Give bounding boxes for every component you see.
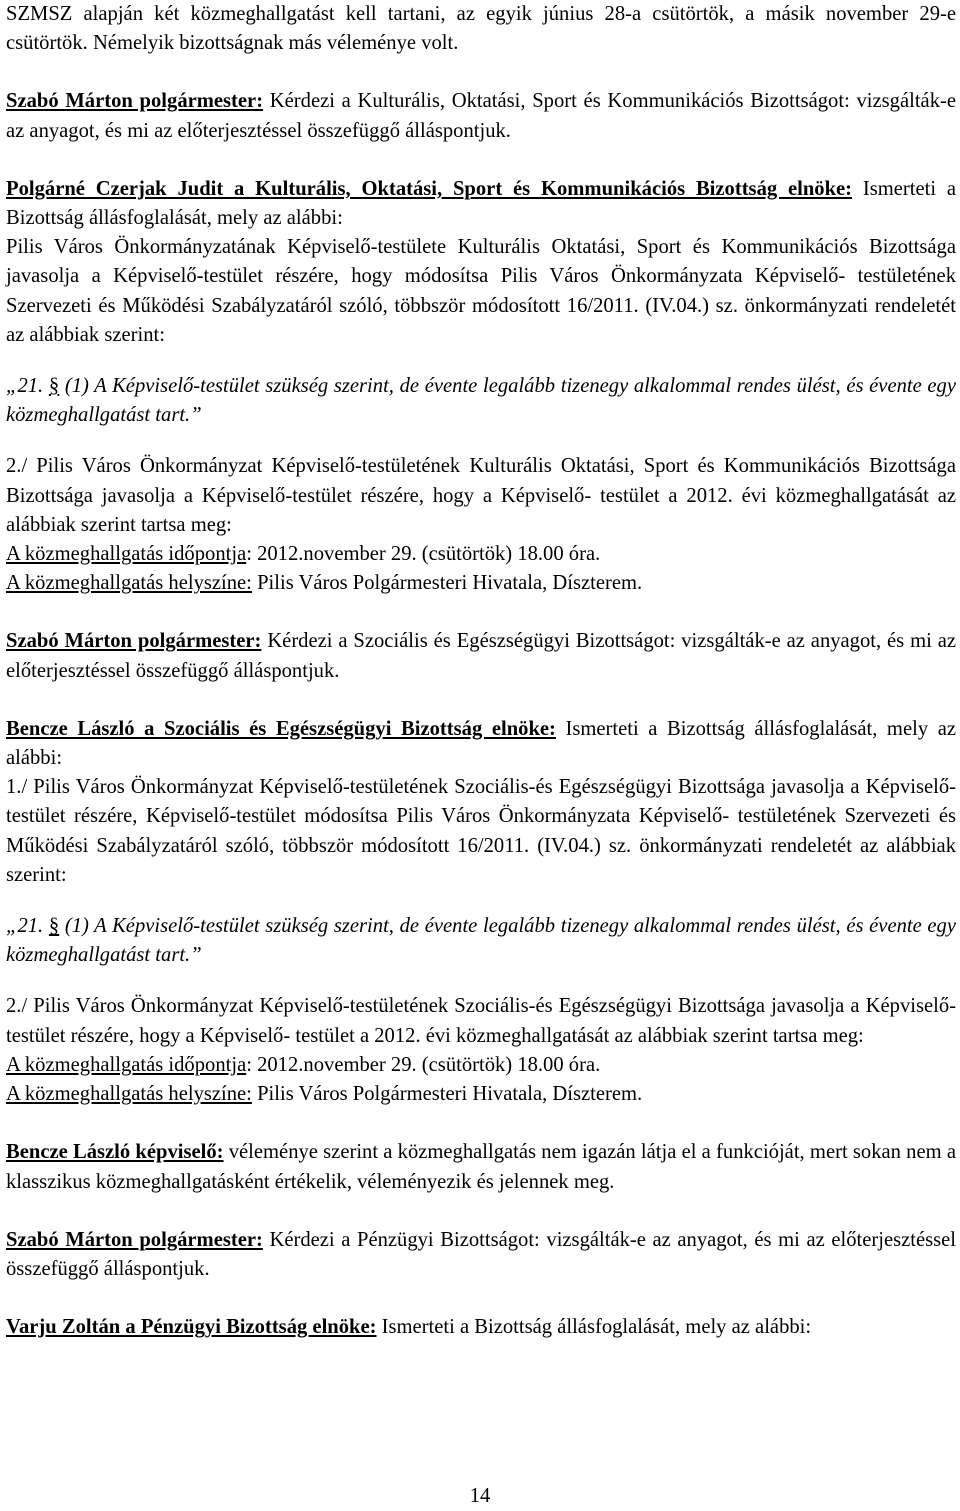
speaker-name: Varju Zoltán a Pénzügyi Bizottság elnöke: <box>6 1316 377 1339</box>
place-label: A közmeghallgatás helyszíne: <box>6 1083 252 1106</box>
section-sign: § <box>48 375 60 398</box>
time-label: A közmeghallgatás időpontja <box>6 543 247 566</box>
quote-text: (1) A Képviselő-testület szükség szerint, de évente legalább tizenegy alkalommal rendes ülést, és évente egy közmeghallgatást tart.” <box>6 375 956 427</box>
speaker-text: Ismerteti a Bizottság állásfoglalását, mely az alábbi: <box>376 1316 812 1339</box>
page-number: 14 <box>469 1485 491 1507</box>
szocialis-hearing-place <box>6 1080 956 1109</box>
szocialis-hearing-time <box>6 1051 956 1080</box>
speaker-name: Szabó Márton polgármester: <box>6 630 262 653</box>
speaker-name: Bencze László a Szociális és Egészségügyi Bizottság elnöke: <box>6 717 556 740</box>
mayor-question-kulturalis <box>6 87 956 145</box>
time-value: : 2012.november 29. (csütörtök) 18.00 óra. <box>246 543 601 566</box>
mayor-question-penzugyi <box>6 1226 956 1284</box>
intro-paragraph: SZMSZ alapján két közmeghallgatást kell tartani, az egyik június 28-a csütörtök, a másik november 29-e csütörtök. Némelyik bizottságnak más véleménye volt. <box>6 3 956 55</box>
kulturalis-resolution-body: Pilis Város Önkormányzatának Képviselő-testülete Kulturális Oktatási, Sport és Kommunikációs Bizottsága javasolja a Képviselő-testület részére, hogy módosítsa Pilis Város Önkormányzata Képviselő- testületének Szervezeti és Működési Szabályzatáról szóló, többször módosított 16/2011. (IV.04.) sz. önkormányzati rendeletét az alábbiak szerint: <box>6 236 956 346</box>
quote-lead: „21. <box>6 375 44 398</box>
time-label: A közmeghallgatás időpontja <box>6 1053 247 1076</box>
place-label: A közmeghallgatás helyszíne: <box>6 572 252 595</box>
speaker-text: véleménye szerint a közmeghallgatás nem igazán látja el a funkcióját, mert sokan nem a klasszikus közmeghallgatásként értékelik, véleményezik és jelennek meg. <box>6 1141 956 1193</box>
szocialis-item-1: 1./ Pilis Város Önkormányzat Képviselő-testületének Szociális-és Egészségügyi Bizottsága javasolja a Képviselő-testület részére, Képviselő-testület módosítsa Pilis Város Önkormányzata Képviselő- testületének Szervezeti és Működési Szabályzatáról szóló, többször módosított 16/2011. (IV.04.) sz. önkormányzati rendeletét az alábbiak szerint: <box>6 776 956 886</box>
bencze-opinion <box>6 1138 956 1196</box>
place-value: Pilis Város Polgármesteri Hivatala, Díszterem. <box>251 572 643 595</box>
place-value: Pilis Város Polgármesteri Hivatala, Díszterem. <box>251 1083 643 1106</box>
speaker-name: Polgárné Czerjak Judit a Kulturális, Oktatási, Sport és Kommunikációs Bizottság elnöke: <box>6 177 853 200</box>
kulturalis-chair-statement <box>6 175 956 233</box>
kulturalis-hearing-time <box>6 540 956 569</box>
speaker-text: Kérdezi a Kulturális, Oktatási, Sport és Kommunikációs Bizottságot: vizsgálták-e az anyagot, és mi az előterjesztéssel összefüggő álláspontjuk. <box>6 90 956 142</box>
speaker-text: Ismerteti a Bizottság állásfoglalását, mely az alábbi: <box>6 717 956 770</box>
speaker-name: Szabó Márton polgármester: <box>6 1228 263 1251</box>
document-page <box>6 0 956 1342</box>
mayor-question-szocialis <box>6 627 956 685</box>
quote-lead: „21. <box>6 915 44 938</box>
szocialis-quoted-rule <box>6 912 956 970</box>
time-value: : 2012.november 29. (csütörtök) 18.00 óra. <box>246 1053 601 1076</box>
kulturalis-hearing-place <box>6 569 956 598</box>
speaker-text: Kérdezi a Pénzügyi Bizottságot: vizsgálták-e az anyagot, és mi az előterjesztéssel összefüggő álláspontjuk. <box>6 1228 956 1280</box>
speaker-name: Szabó Márton polgármester: <box>6 90 264 113</box>
kulturalis-item-2: 2./ Pilis Város Önkormányzat Képviselő-testületének Kulturális Oktatási, Sport és Kommunikációs Bizottsága Bizottsága javasolja a Képviselő-testület részére, hogy a Képviselő- testület a 2012. évi közmeghallgatását az alábbiak szerint tartsa meg: <box>6 455 956 536</box>
penzugyi-chair-statement <box>6 1313 956 1342</box>
speaker-text: Kérdezi a Szociális és Egészségügyi Bizottságot: vizsgálták-e az anyagot, és mi az előterjesztéssel összefüggő álláspontjuk. <box>6 630 956 682</box>
speaker-text: Ismerteti a Bizottság állásfoglalását, mely az alábbi: <box>6 177 957 230</box>
szocialis-chair-statement <box>6 715 956 773</box>
kulturalis-quoted-rule <box>6 372 956 430</box>
speaker-name: Bencze László képviselő: <box>6 1141 224 1164</box>
quote-text: (1) A Képviselő-testület szükség szerint, de évente legalább tizenegy alkalommal rendes ülést, és évente egy közmeghallgatást tart.” <box>6 915 956 967</box>
section-sign: § <box>48 915 60 938</box>
szocialis-item-2: 2./ Pilis Város Önkormányzat Képviselő-testületének Szociális-és Egészségügyi Bizottsága javasolja a Képviselő-testület részére, hogy a Képviselő- testület a 2012. évi közmeghallgatását az alábbiak szerint tartsa meg: <box>6 995 956 1047</box>
